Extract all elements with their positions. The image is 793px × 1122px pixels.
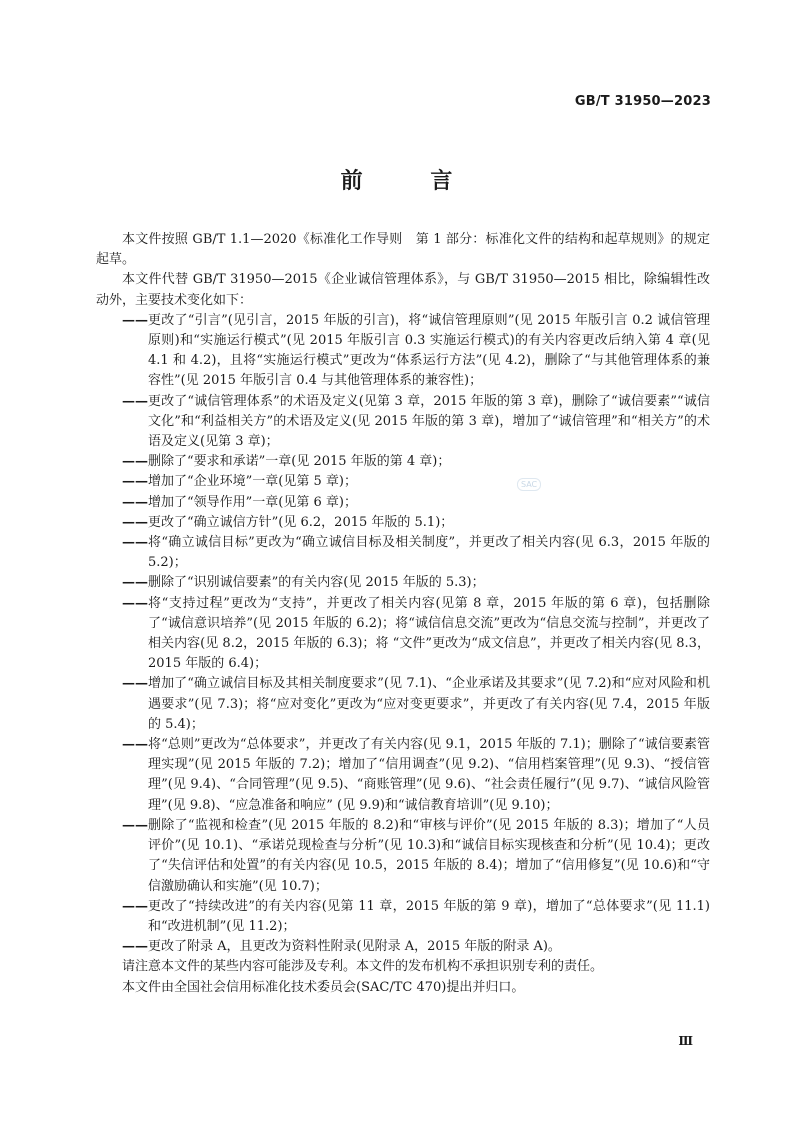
list-item-text: 更改了附录 A，且更改为资料性附录(见附录 A，2015 年版的附录 A)。 <box>148 939 561 955</box>
dash-marker: —— <box>122 535 148 551</box>
dash-marker: —— <box>122 454 148 470</box>
list-item <box>96 513 710 533</box>
sac-watermark: SAC <box>517 478 541 491</box>
page-number: Ⅲ <box>678 1034 693 1048</box>
dash-marker: —— <box>122 575 148 591</box>
list-item-text: 删除了“监视和检查”(见 2015 年版的 8.2)和“审核与评价”(见 2015 年版的 8.3)；增加了“人员评价”(见 10.1)、“承诺兑现检查与分析”(见 10.3)和“诚信目标实现核查和分析”(见 10.4)；更改了“失信评估和处置”的有关内容(见 10.5，2015 年版的 8.4)；增加了“信用修复”(见 10.6)和“守信激励确认和实施”(见 10.7)； <box>148 817 710 894</box>
dash-marker: —— <box>122 939 148 955</box>
list-item <box>96 897 710 937</box>
dash-marker: —— <box>122 898 148 914</box>
list-item-text: 将“总则”更改为“总体要求”，并更改了有关内容(见 9.1，2015 年版的 7.1)；删除了“诚信要素管理实现”(见 2015 年版的 7.2)；增加了“信用调查”(见 9.2)、“信用档案管理”(见 9.3)、“授信管理”(见 9.4)、“合同管理”(见 9.5)、“商账管理”(见 9.6)、“社会责任履行”(见 9.7)、“诚信风险管理”(见 9.8)、“应急准备和响应” (见 9.9)和“诚信教育培训”(见 9.10)； <box>148 737 710 813</box>
notice-paragraph: 请注意本文件的某些内容可能涉及专利。本文件的发布机构不承担识别专利的责任。 <box>122 959 604 975</box>
dash-marker: —— <box>122 737 148 753</box>
intro-paragraph: 本文件代替 GB/T 31950—2015《企业诚信管理体系》，与 GB/T 31950—2015 相比，除编辑性改动外，主要技术变化如下： <box>96 272 710 308</box>
list-item <box>96 392 710 453</box>
dash-marker: —— <box>122 494 148 510</box>
dash-marker: —— <box>122 474 148 490</box>
list-item-text: 增加了“确立诚信目标及其相关制度要求”(见 7.1)、“企业承诺及其要求”(见 7.2)和“应对风险和机遇要求”(见 7.3)；将“应对变化”更改为“应对变更要求”，并更改了有关内容(见 7.4，2015 年版的 5.4)； <box>148 676 710 732</box>
list-item <box>96 311 710 392</box>
page-title: 前 言 <box>340 169 483 194</box>
dash-marker: —— <box>122 676 148 692</box>
standard-number: GB/T 31950—2023 <box>574 94 711 109</box>
dash-marker: —— <box>122 312 148 328</box>
list-item-text: 更改了“引言”(见引言，2015 年版的引言)，将“诚信管理原则”(见 2015 年版引言 0.2 诚信管理原则)和“实施运行模式”(见 2015 年版引言 0.3 实施运行模式)的有关内容更改后纳入第 4 章(见 4.1 和 4.2)，且将“实施运行模式”更改为“体系运行方法”(见 4.2)，删除了“与其他管理体系的兼容性”(见 2015 年版引言 0.4 与其他管理体系的兼容性)； <box>148 312 710 389</box>
dash-marker: —— <box>122 595 148 611</box>
foreword-body <box>96 230 710 998</box>
list-item-text: 更改了“确立诚信方针”(见 6.2，2015 年版的 5.1)； <box>148 514 454 530</box>
list-item-text: 删除了“要求和承诺”一章(见 2015 年版的第 4 章)； <box>148 454 451 470</box>
list-item-text: 将“支持过程”更改为“支持”，并更改了相关内容(见第 8 章，2015 年版的第 6 章)，包括删除了“诚信意识培养”(见 2015 年版的 6.2)；将“诚信信息交流”更改为“信息交流与控制”，并更改了相关内容(见 8.2，2015 年版的 6.3)；将 “文件”更改为“成文信息”，并更改了相关内容(见 8.3，2015 年版的 6.4)； <box>148 595 710 672</box>
notice-paragraph: 本文件由全国社会信用标准化技术委员会(SAC/TC 470)提出并归口。 <box>122 979 525 995</box>
list-item <box>96 573 710 593</box>
change-list <box>96 311 710 958</box>
list-item <box>96 594 710 675</box>
dash-marker: —— <box>122 514 148 530</box>
list-item-text: 更改了“诚信管理体系”的术语及定义(见第 3 章，2015 年版的第 3 章)，删除了“诚信要素”“诚信文化”和“利益相关方”的术语及定义(见 2015 年版的第 3 章)，增加了“诚信管理”和“相关方”的术语及定义(见第 3 章)； <box>148 393 710 450</box>
list-item <box>96 674 710 735</box>
list-item <box>96 533 710 573</box>
list-item-text: 删除了“识别诚信要素”的有关内容(见 2015 年版的 5.3)； <box>148 575 485 591</box>
dash-marker: —— <box>122 817 148 833</box>
intro-paragraph: 本文件按照 GB/T 1.1—2020《标准化工作导则 第 1 部分：标准化文件的结构和起草规则》的规定起草。 <box>96 232 710 268</box>
list-item <box>96 937 710 957</box>
list-item-text: 增加了“企业环境”一章(见第 5 章)； <box>148 474 357 490</box>
list-item-text: 增加了“领导作用”一章(见第 6 章)； <box>148 494 357 510</box>
list-item-text: 更改了“持续改进”的有关内容(见第 11 章，2015 年版的第 9 章)，增加了“总体要求”(见 11.1)和“改进机制”(见 11.2)； <box>148 898 710 934</box>
list-item <box>96 735 710 816</box>
list-item <box>96 493 710 513</box>
list-item <box>96 816 710 897</box>
dash-marker: —— <box>122 393 148 409</box>
list-item <box>96 472 710 492</box>
list-item <box>96 452 710 472</box>
list-item-text: 将“确立诚信目标”更改为“确立诚信目标及相关制度”，并更改了相关内容(见 6.3，2015 年版的 5.2)； <box>148 535 710 571</box>
